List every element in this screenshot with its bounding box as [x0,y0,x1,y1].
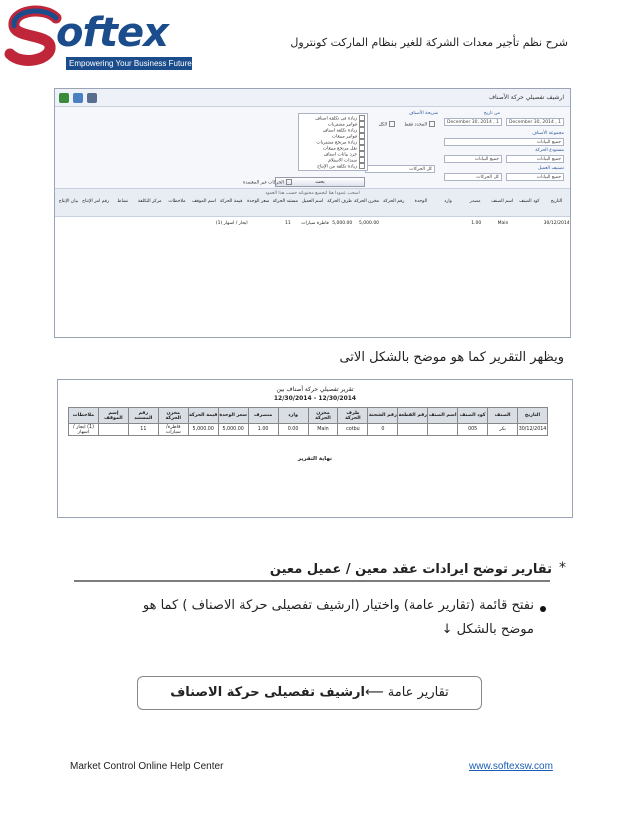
page-header-title: شرح نظم تأجير معدات الشركة للغير بنظام الماركت كونترول [290,36,568,49]
caption-report-shown: ويظهر التقرير كما هو موضح بالشكل الاتى [339,350,564,365]
report-cell: 5,000.00 [188,424,218,436]
report-col: ملاحظات [69,408,99,424]
grid-cell [382,221,409,229]
grid-cell: 5,000.00 [359,221,380,226]
footer-website-link[interactable]: www.softexsw.com [469,761,553,772]
report-cell: (1) ايجار / اسهار [69,424,99,436]
filter-panel [55,107,570,189]
grid-cell: Main [497,221,509,226]
arrow-left-icon: ⟵ [365,685,384,700]
report-col: طرف الحركة [338,408,368,424]
grid-col[interactable]: اسم الموقف [192,199,216,204]
grid-cell [409,221,436,229]
menu-path-general-reports: تقارير عامة [387,685,449,700]
report-cell: 30/12/2014 [518,424,548,436]
report-col: اسم الصنف [428,408,458,424]
checklist-item[interactable]: زيادة في تكلفة اصناف [315,115,365,122]
grid-col[interactable]: مستند الحركة [272,199,299,204]
store-select[interactable]: جميع البيانات [506,155,564,163]
report-cell: 5,000.00 [218,424,248,436]
logo-tagline: Empowering Your Business Future [66,57,192,70]
movement-checklist [298,113,368,171]
grid-col[interactable]: اسم العميل [301,199,324,204]
grid-col[interactable]: الوحدة [414,199,428,204]
section-heading: تقارير توضح ايرادات عقد معين / عميل معين [269,562,552,577]
grid-col[interactable]: التاريخ [550,199,563,204]
item-group-select[interactable]: جميع البيانات [444,138,564,146]
grid-header [55,189,570,217]
bullet-text-line-2: موضح بالشكل ↓ [441,622,534,637]
all-movements-select[interactable]: كل الحركات [444,173,502,181]
report-col: منصرف [248,408,278,424]
grid-col[interactable]: رقم امر الإنتاج [82,199,110,204]
checklist-item[interactable]: زيادة مرتجع مشتريات [316,139,365,146]
grid-cell [136,221,163,229]
report-col: وارد [278,408,308,424]
report-col: مخزن الحركة [308,408,338,424]
report-cell: بكر [488,424,518,436]
checklist-item[interactable]: زيادة تكلفة اصناف [323,127,365,134]
checklist-item[interactable]: فواتير مبيعات [332,133,365,140]
grid-col[interactable]: مركز التكلفة [138,199,162,204]
grid-col[interactable]: مخزن الحركة [354,199,380,204]
report-title: تقرير تفصيلي حركة أصناف بين [276,386,354,393]
report-cell: قاطرة/سيارات [158,424,188,436]
grid-cell [162,221,189,229]
grid-cell [248,221,275,229]
from-date-field[interactable]: 1 , December 30, 2014 [506,118,564,126]
grid-col[interactable]: سعر الوحدة [247,199,270,204]
label-store: مستودع الحركة [535,148,564,153]
grid-cell [82,221,109,229]
report-cell [428,424,458,436]
report-cell: 005 [458,424,488,436]
grid-col[interactable]: مصدر [469,199,481,204]
report-cell: cotbu [338,424,368,436]
grid-col[interactable]: وارد [444,199,452,204]
checklist-item[interactable]: جرد بيانات اصناف [324,151,365,158]
report-col: رقم المستند [128,408,158,424]
grid-cell [516,221,543,229]
report-col: الصنف [488,408,518,424]
to-date-field[interactable]: 1 , December 30, 2014 [444,118,502,126]
report-cell [398,424,428,436]
checklist-item[interactable]: نقل مرتجع مبيعات [323,145,365,152]
grid-data-row[interactable] [55,221,570,229]
checklist-item[interactable]: سندات الاستلام [328,157,365,164]
back-icon[interactable] [59,93,69,103]
report-col: إسم الموقف [98,408,128,424]
report-date-range: 12/30/2014 - 12/30/2014 [273,395,357,402]
window-title: ارشيف تفصيلي حركة الأصناف [488,94,564,101]
unapproved-movements-checkbox[interactable]: الحركات غير المعتمدة [243,179,292,186]
report-col: مخزن الحركة [158,408,188,424]
grid-cell [109,221,136,229]
grid-header-row [55,199,570,209]
menu-path-box [137,676,482,710]
customer-class-select[interactable]: جميع البيانات [506,173,564,181]
printed-report-screenshot [57,379,573,518]
report-type-select[interactable]: كل الحركات [365,165,435,173]
report-data-row [69,424,548,436]
section-star-marker: * [559,560,566,576]
label-item-group: مجموعة الأصناف [532,131,564,136]
help-icon[interactable] [73,93,83,103]
radio-all[interactable]: الكل [378,121,395,128]
report-cell [98,424,128,436]
logo-wordmark: oftex [56,10,168,56]
report-form-screenshot [54,88,571,338]
label-item-slice: شريحة الأصناف [408,111,438,116]
bullet-point-icon [540,606,546,612]
report-col: قيمة الحركة [188,408,218,424]
menu-path-target: ارشيف تفصيلى حركة الاصناف [170,685,365,700]
report-end-label: نهاية التقرير [297,456,333,462]
search-button[interactable]: بحث [275,177,365,187]
grid-cell [189,221,216,229]
report-header-row [69,408,548,424]
report-col: سعر الوحدة [218,408,248,424]
footer-help-center: Market Control Online Help Center [70,761,224,772]
label-from-date: من تاريخ [483,111,500,116]
grid-cell: 30/12/2014 [543,221,570,226]
bullet-text-line-1: نفتح قائمة (تقارير عامة) واختيار (ارشيف تفصيلى حركة الاصناف ) كما هو [142,598,534,613]
label-customer-class: تصنيف العميل [537,166,564,171]
grid-col[interactable]: كود الصنف [519,199,540,204]
grid-cell: 5,000.00 [332,221,353,226]
grid-cell: (1) ايجار / اسهار [215,221,248,226]
report-col: رقم الشحنة [368,408,398,424]
radio-selected-only[interactable]: المحدد فقط [404,121,435,128]
report-cell: 1.00 [248,424,278,436]
grid-group-hint: اسحب عمودا هنا لتجميع محتوياته حسب هذا العمود [265,191,360,196]
grid-col[interactable]: رقم الحركة [383,199,405,204]
grid-col[interactable]: قيمة الحركة [219,199,243,204]
report-cell: 0 [368,424,398,436]
report-cell: Main [308,424,338,436]
grid-cell: 11 [285,221,291,226]
grid-col[interactable]: طرف الحركة [327,199,352,204]
section-divider [74,580,550,582]
report-table [68,407,548,436]
movement-type-select[interactable]: جميع البيانات [444,155,502,163]
checklist-item[interactable]: زيادة تكلفة من الإنتاج [317,163,365,170]
grid-cell [55,221,82,229]
checklist-item[interactable]: فواتير مشتريات [328,121,365,128]
grid-col[interactable]: بيان الإنتاج [58,199,79,204]
report-col: كود الصنف [458,408,488,424]
grid-cell: قاطرة سيارات [301,221,329,226]
report-col: رقم القطعة [398,408,428,424]
report-cell: 11 [128,424,158,436]
save-icon[interactable] [87,93,97,103]
grid-cell [436,221,463,229]
grid-cell: 1.00 [471,221,482,226]
grid-col[interactable]: ملاحظات [168,199,186,204]
report-col: التاريخ [518,408,548,424]
grid-col[interactable]: اسم الصنف [491,199,514,204]
grid-col[interactable]: نشاط [117,199,129,204]
company-logo [4,8,194,70]
report-cell: 0.00 [278,424,308,436]
window-toolbar [55,89,570,107]
